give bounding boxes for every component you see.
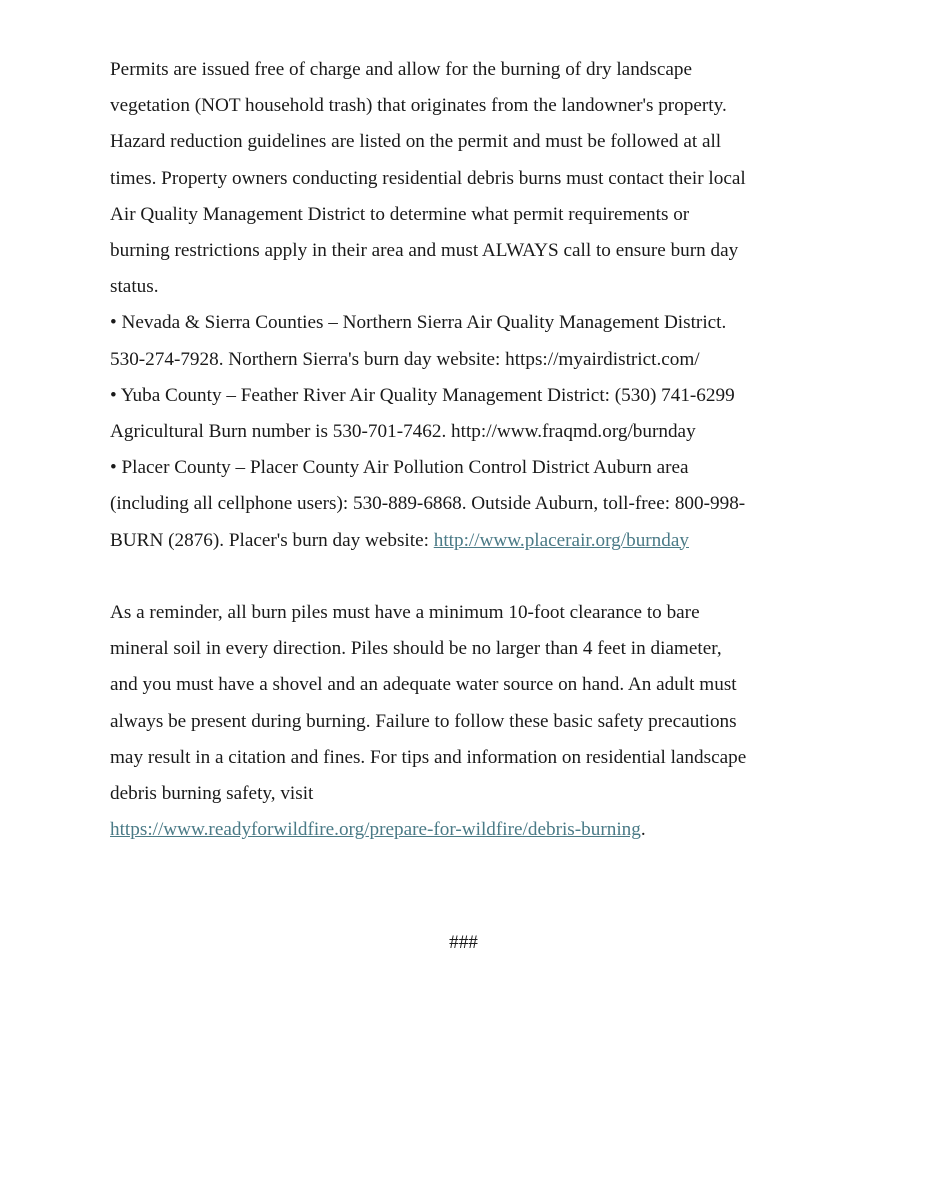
- paragraph-spacer: [110, 559, 825, 595]
- paragraph-line: status.: [110, 276, 159, 298]
- paragraph-line: burning restrictions apply in their area and must ALWAYS call to ensure burn day: [110, 240, 739, 262]
- readyforwildfire-link[interactable]: https://www.readyforwildfire.org/prepare-for-wildfire/debris-burning: [110, 819, 641, 841]
- link-suffix: .: [640, 819, 646, 841]
- district-list: [110, 305, 825, 558]
- district-line: • Placer County – Placer County Air Pollution Control District Auburn area: [110, 457, 689, 479]
- paragraph-line: always be present during burning. Failure to follow these basic safety precautions: [110, 710, 737, 732]
- paragraph-line: vegetation (NOT household trash) that originates from the landowner's property.: [110, 95, 727, 117]
- permits-paragraph: [110, 52, 825, 305]
- district-text: BURN (2876). Placer's burn day website:: [110, 529, 434, 551]
- paragraph-line: and you must have a shovel and an adequate water source on hand. An adult must: [110, 674, 737, 696]
- district-line: 530-274-7928. Northern Sierra's burn day website: https://myairdistrict.com/: [110, 348, 700, 370]
- paragraph-line: debris burning safety, visit: [110, 783, 314, 805]
- list-item-yuba: [110, 378, 825, 450]
- safety-paragraph: [110, 595, 825, 848]
- closing-mark: ###: [449, 932, 478, 953]
- paragraph-line: Hazard reduction guidelines are listed on the permit and must be followed at all: [110, 131, 722, 153]
- district-line: • Yuba County – Feather River Air Quality Management District: (530) 741-6299: [110, 384, 735, 406]
- paragraph-line: As a reminder, all burn piles must have a minimum 10-foot clearance to bare: [110, 602, 700, 624]
- paragraph-line: may result in a citation and fines. For tips and information on residential landscape: [110, 746, 747, 768]
- list-item-nevada-sierra: [110, 305, 825, 377]
- paragraph-line: Permits are issued free of charge and allow for the burning of dry landscape: [110, 59, 692, 80]
- district-line: • Nevada & Sierra Counties – Northern Sierra Air Quality Management District.: [110, 312, 727, 334]
- paragraph-line: Air Quality Management District to determine what permit requirements or: [110, 203, 690, 225]
- paragraph-line: [110, 812, 825, 848]
- district-line: [110, 523, 825, 559]
- district-line: Agricultural Burn number is 530-701-7462. http://www.fraqmd.org/burnday: [110, 421, 696, 443]
- placer-burnday-link[interactable]: http://www.placerair.org/burnday: [433, 529, 689, 551]
- list-item-placer: [110, 450, 825, 559]
- paragraph-line: mineral soil in every direction. Piles should be no larger than 4 feet in diameter,: [110, 638, 722, 660]
- document-body: [110, 52, 825, 848]
- district-line: (including all cellphone users): 530-889-6868. Outside Auburn, toll-free: 800-998-: [110, 493, 746, 515]
- paragraph-line: times. Property owners conducting residential debris burns must contact their local: [110, 167, 746, 189]
